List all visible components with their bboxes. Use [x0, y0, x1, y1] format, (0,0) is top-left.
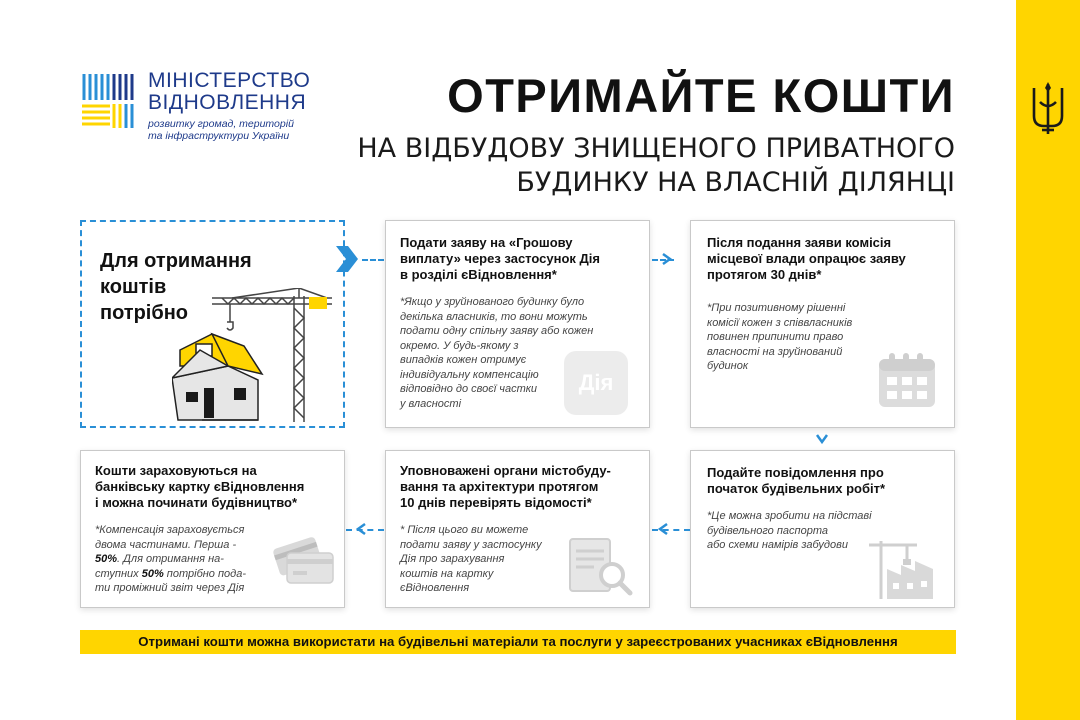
bank-cards-icon [271, 535, 335, 587]
step-2-note-line4: власності на зруйнований [707, 345, 843, 358]
chevron-left-icon [354, 522, 368, 536]
ministry-subtitle-line2: та інфраструктури України [148, 130, 290, 142]
step-1-note-line5: випадків кожен отримує [400, 354, 527, 366]
step-5-note-line4-text-b: потрібно пода- [163, 567, 247, 580]
step-5-note [95, 523, 275, 596]
construction-icon [867, 535, 937, 601]
step-5-heading [95, 463, 340, 511]
intro-box [80, 220, 345, 428]
footer-banner: Отримані кошти можна використати на будівельні матеріали та послуги у зареєстрованих учасниках єВідновлення [80, 630, 956, 654]
ministry-name [148, 70, 310, 114]
diia-app-icon: Дія [564, 351, 628, 415]
step-1-note-line3: подати одну спільну заяву або кожен [400, 325, 594, 337]
intro-line1: Для отримання [100, 250, 252, 272]
step-4-note-line4: коштів на картку [400, 567, 494, 580]
step-5-heading-line2: банківську картку єВідновлення [95, 479, 305, 494]
step-2-heading-line2: місцевої влади опрацює заяву [707, 251, 906, 266]
page-subtitle [300, 132, 955, 200]
step-1-note-line2: декілька власників, то вони можуть [400, 310, 588, 323]
step-5-note-line3 [95, 552, 275, 567]
page-title: ОТРИМАЙТЕ КОШТИ [447, 69, 955, 122]
step-4-note-line5: єВідновлення [400, 582, 470, 594]
step-1-heading [400, 235, 640, 283]
ministry-logo-mark-icon [80, 72, 138, 130]
page-subtitle-line1: НА ВІДБУДОВУ ЗНИЩЕНОГО ПРИВАТНОГО [357, 133, 955, 164]
step-5-second-percent: 50% [141, 567, 164, 580]
step-4-heading-line1: Уповноважені органи містобуду- [400, 463, 611, 478]
step-4-heading-line3: 10 днів перевірять відомості* [400, 495, 592, 510]
step-4-heading-line2: вання та архітектури протягом [400, 479, 599, 494]
step-1-heading-line1: Подати заяву на «Грошову [400, 235, 573, 250]
step-5-heading-line1: Кошти зараховуються на [95, 463, 257, 478]
arrow-right-large-icon [334, 244, 360, 274]
step-1-note-line4: окремо. У будь-якому з [400, 339, 519, 352]
ministry-name-line1: МІНІСТЕРСТВО [148, 69, 311, 92]
step-2-note-line2: комісії кожен з співвласників [707, 316, 853, 329]
step-1-note-line1: *Якщо у зруйнованого будинку було [400, 296, 585, 308]
step-3-heading [707, 465, 947, 497]
trident-emblem-icon [1028, 80, 1068, 138]
intro-line3: потрібно [100, 302, 189, 324]
step-card-3 [690, 450, 955, 608]
chevron-down-icon [815, 432, 829, 446]
step-5-note-line5: ти проміжний звіт через Дія [95, 582, 245, 594]
connector-line-1 [362, 259, 384, 261]
step-card-2 [690, 220, 955, 428]
step-2-note-line1: *При позитивному рішенні [707, 302, 846, 314]
step-5-heading-line3: і можна починати будівництво* [95, 495, 298, 510]
step-4-heading [400, 463, 640, 511]
step-3-note-line3: або схеми намірів забудови [707, 539, 848, 551]
ministry-logo [80, 69, 320, 142]
step-4-note-line2: подати заяву у застосунку [400, 538, 542, 551]
step-4-note-line1: * Після цього ви можете [400, 524, 529, 536]
step-3-note-line1: *Це можна зробити на підставі [707, 510, 872, 522]
step-2-heading [707, 235, 947, 283]
step-card-1 [385, 220, 650, 428]
step-5-note-line4-text-a: ступних [95, 567, 142, 580]
step-5-note-line2: двома частинами. Перша - [95, 538, 237, 551]
step-1-heading-line2: виплату» через застосунок Дія [400, 251, 600, 266]
step-4-note-line3: Дія про зарахування [400, 553, 505, 565]
step-card-5 [80, 450, 345, 608]
step-2-heading-line3: протягом 30 днів* [707, 267, 822, 282]
chevron-left-icon [656, 522, 670, 536]
step-3-heading-line2: початок будівельних робіт* [707, 481, 886, 496]
step-1-note-line7: відповідно до своєї частки [400, 383, 538, 395]
ministry-name-line2: ВІДНОВЛЕННЯ [148, 91, 307, 114]
step-1-note-line8: у власності [400, 397, 462, 410]
calendar-icon [877, 351, 937, 409]
step-3-heading-line1: Подайте повідомлення про [707, 465, 884, 480]
step-5-note-line1: *Компенсація зараховується [95, 524, 245, 536]
document-search-icon [566, 535, 636, 597]
page-subtitle-line2: БУДИНКУ НА ВЛАСНІЙ ДІЛЯНЦІ [516, 167, 955, 198]
step-2-note-line3: повинен припинити право [707, 331, 844, 343]
step-5-note-line3-text: . Для отримання на- [117, 553, 224, 565]
step-5-note-line4 [95, 567, 275, 582]
house-with-crane-icon [172, 288, 337, 424]
ministry-subtitle-line1: розвитку громад, територій [148, 118, 294, 130]
intro-line2: коштів [100, 276, 167, 298]
step-1-note-line6: індивідуальну компенсацію [400, 368, 539, 381]
step-1-heading-line3: в розділі єВідновлення* [400, 267, 557, 282]
step-3-note-line2: будівельного паспорта [707, 524, 828, 537]
step-card-4 [385, 450, 650, 608]
step-5-first-percent: 50% [95, 553, 118, 565]
chevron-right-icon [660, 252, 674, 266]
step-2-heading-line1: Після подання заяви комісія [707, 235, 892, 250]
step-2-note-line5: будинок [707, 360, 749, 372]
